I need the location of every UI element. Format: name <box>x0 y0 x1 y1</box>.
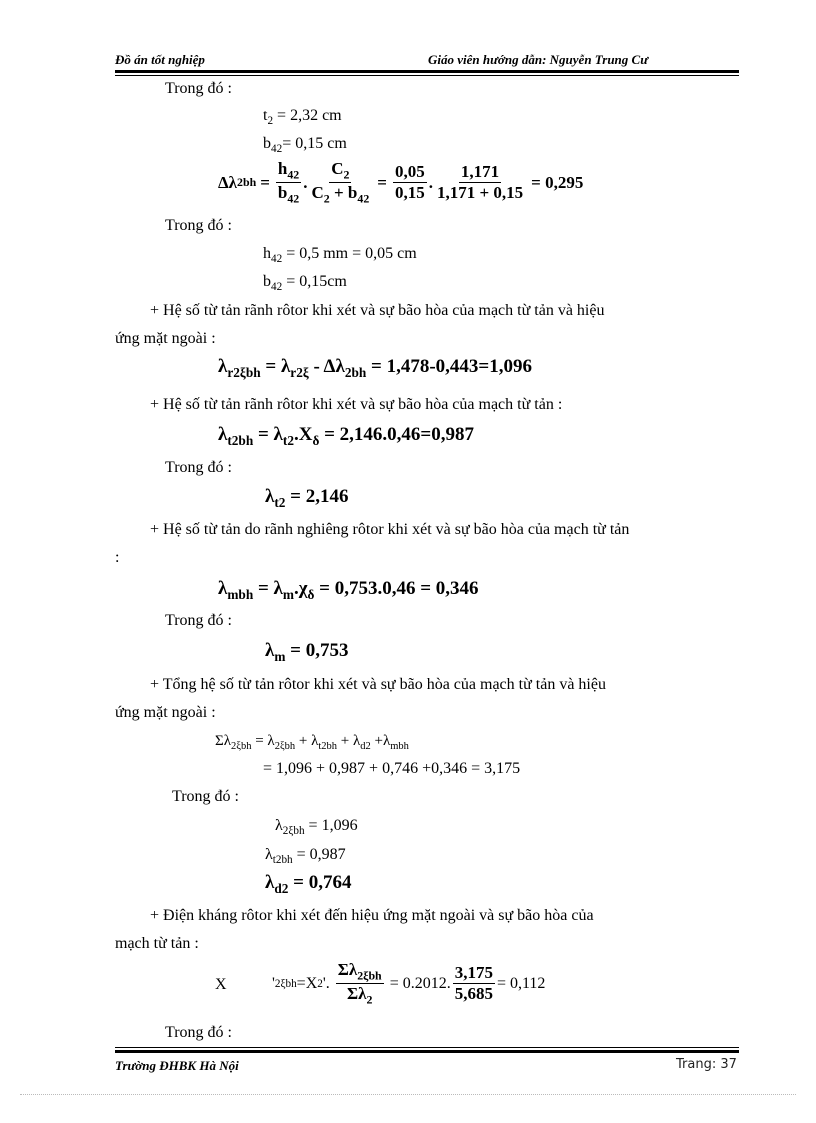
footer-rule-thick <box>115 1050 739 1053</box>
fraction-numeric-2: $\frac{1,171}{1,171 + 0,15}$ <box>436 161 524 203</box>
fraction-numeric-1: $\frac{0,05}{0,15}$ <box>394 161 425 203</box>
lambda-mbh-equation: $\lambda_{mbh} = \lambda_m.\chi_\delta = 0,753.0,46 = 0,346$ <box>218 578 479 602</box>
fraction-3175-5685: $\frac{3,175}{5,685}$ <box>454 962 493 1004</box>
header-rule-thick <box>115 70 739 73</box>
fraction-h42-b42: $\frac{h_{42}}{b_{42}}$ <box>277 159 300 206</box>
lambda-t2bh-equation: $\lambda_{t2bh} = \lambda_{t2}.X_\delta = 2,146.0,46=0,987$ <box>218 424 475 448</box>
fraction-sum-lambda: $\frac{\Sigma\lambda_{2\xi bh}}{\Sigma\lambda_2}$ <box>337 960 382 1007</box>
trong-do-5: Trong đó : <box>172 788 239 805</box>
page-edge-dotted-line <box>20 1094 796 1095</box>
paragraph-4-line-1: + Tổng hệ số từ tản rôtor khi xét và sự bão hòa của mạch từ tản và hiệu <box>150 676 606 693</box>
fraction-c2: $\frac{C_2}{C_2 + b_{42}}$ <box>311 159 370 206</box>
sum-lambda-line-1: $\Sigma\lambda_{2\xi bh} = \lambda_{2\xi bh} + \lambda_{t2bh} + \lambda_{d2} +\lambda_{mbh}$ <box>215 733 409 752</box>
sum-lambda-line-2: = 1,096 + 0,987 + 0,746 +0,346 = 3,175 <box>263 760 521 777</box>
t2-line: $t_2 = 2,32$ cm <box>263 107 342 128</box>
header-rule-thin <box>115 75 739 76</box>
footer-left: Trường ĐHBK Hà Nội <box>115 1058 239 1073</box>
trong-do-2: Trong đó : <box>165 217 232 234</box>
paragraph-2: + Hệ số từ tản rãnh rôtor khi xét và sự bão hòa của mạch từ tản : <box>150 396 563 413</box>
delta-lambda-equation: Δλ 2bh = $\frac{h_{42}}{b_{42}}$ . $\frac{C_2}{C_2 + b_{42}}$ = $\frac{0,05}{0,15}$ . $\frac{1,171}{1,171 + 0,15}$ = 0,295 <box>218 159 584 206</box>
b42-line: $b_{42}= 0,15$ cm <box>263 135 347 156</box>
header-right: Giáo viên hướng dẫn: Nguyễn Trung Cư <box>428 52 648 67</box>
header-left: Đồ án tốt nghiệp <box>115 52 205 67</box>
paragraph-5-line-1: + Điện kháng rôtor khi xét đến hiệu ứng mặt ngoài và sự bão hòa của <box>150 907 594 924</box>
paragraph-4-line-2: ứng mặt ngoài : <box>115 704 216 721</box>
paragraph-1-line-1: + Hệ số từ tản rãnh rôtor khi xét và sự bão hòa của mạch từ tản và hiệu <box>150 302 605 319</box>
page-number: Trang: 37 <box>676 1057 737 1072</box>
reactance-equation: ' 2ξbh =X 2 '. $\frac{\Sigma\lambda_{2\xi bh}}{\Sigma\lambda_2}$ = 0.2012. $\frac{3,175}{5,685}$ = 0,112 <box>272 960 546 1007</box>
footer-rule-thin <box>115 1047 739 1048</box>
paragraph-1-line-2: ứng mặt ngoài : <box>115 330 216 347</box>
lambda-2-value: $\lambda_{2\xi bh} = 1,096$ <box>275 817 358 838</box>
trong-do-3: Trong đó : <box>165 459 232 476</box>
lambda-r2-equation: $\lambda_{r2\xi bh} = \lambda_{r2\xi} - \Delta\lambda_{2bh} = 1,478-0,443=1,096$ <box>218 356 532 380</box>
h42-line: $h_{42} = 0,5$ mm = 0,05 cm <box>263 245 417 266</box>
paragraph-3-line-1: + Hệ số từ tản do rãnh nghiêng rôtor khi xét và sự bão hòa của mạch từ tản <box>150 521 630 538</box>
b42-line-2: $b_{42} = 0,15cm$ <box>263 273 347 294</box>
lambda-t2bh-value: $\lambda_{t2bh} = 0,987$ <box>265 846 346 867</box>
paragraph-3-line-2: : <box>115 549 120 566</box>
trong-do-4: Trong đó : <box>165 612 232 629</box>
trong-do-6: Trong đó : <box>165 1024 232 1041</box>
trong-do-1: Trong đó : <box>165 80 232 97</box>
reactance-x-symbol: X <box>215 976 227 993</box>
lambda-t2-value: $\lambda_{t2} = 2,146$ <box>265 486 349 510</box>
lambda-d2-value: $\lambda_{d2} = 0,764$ <box>265 872 352 896</box>
paragraph-5-line-2: mạch từ tản : <box>115 935 199 952</box>
lambda-m-value: $\lambda_m = 0,753$ <box>265 640 349 664</box>
